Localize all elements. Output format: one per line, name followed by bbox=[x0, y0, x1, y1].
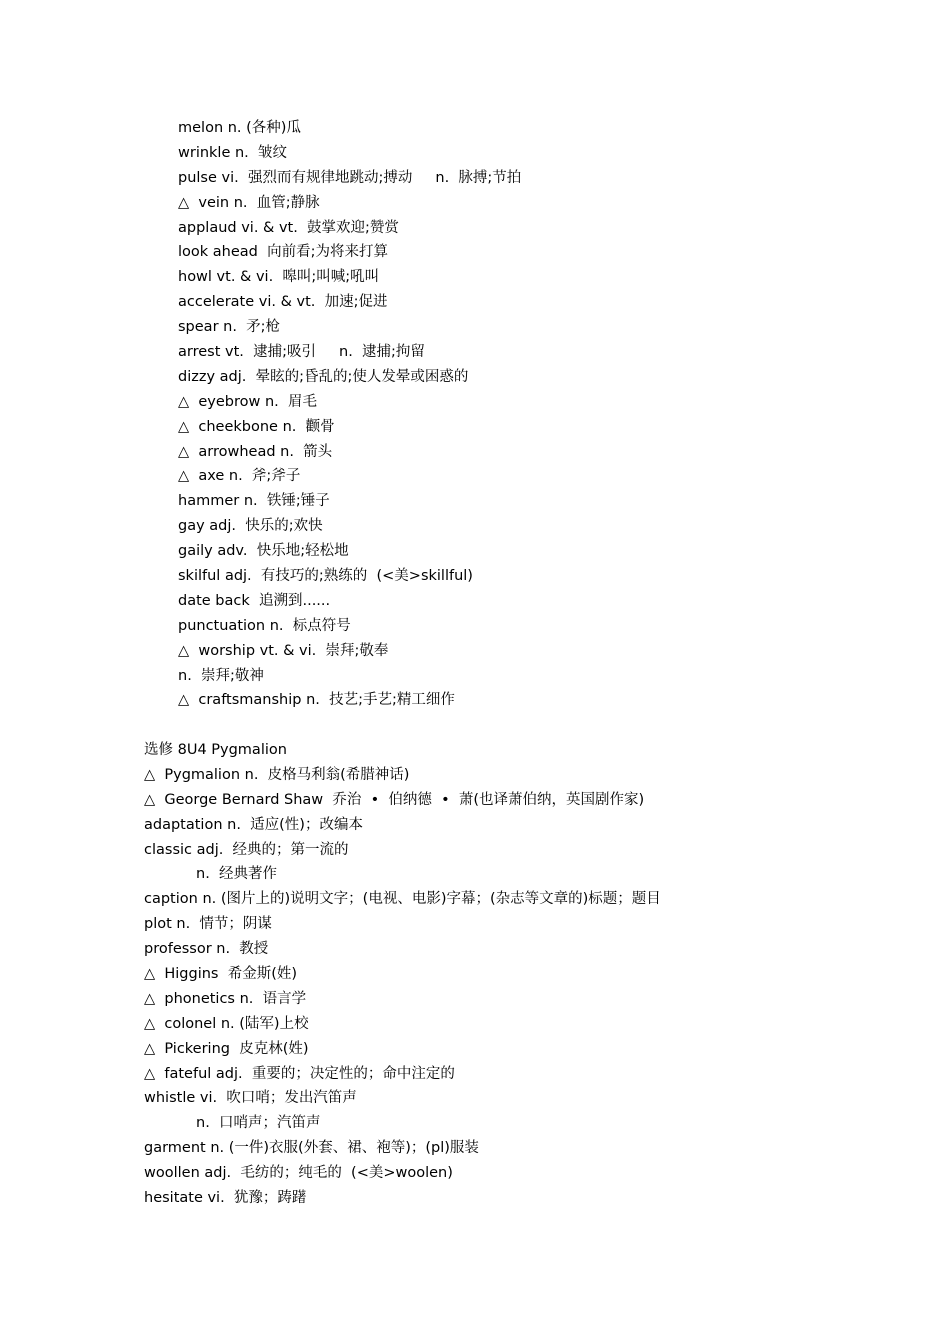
vocab-entry: woollen adj. 毛纺的；纯毛的 (<美>woolen) bbox=[144, 1165, 453, 1182]
vocab-entry: △ Higgins 希金斯(姓) bbox=[144, 966, 298, 983]
vocab-entry: applaud vi. & vt. 鼓掌欢迎;赞赏 bbox=[178, 219, 399, 236]
vocab-entry: look ahead 向前看;为将来打算 bbox=[178, 244, 388, 261]
vocab-entry: garment n. (一件)衣服(外套、裙、袍等)；(pl)服装 bbox=[144, 1140, 479, 1157]
vocabulary-list-section-1 bbox=[178, 116, 521, 713]
vocab-entry: pulse vi. 强烈而有规律地跳动;搏动 n. 脉搏;节拍 bbox=[178, 169, 522, 186]
vocab-entry: △ craftsmanship n. 技艺;手艺;精工细作 bbox=[178, 692, 455, 709]
vocab-entry: hammer n. 铁锤;锤子 bbox=[178, 493, 330, 510]
vocab-entry: △ phonetics n. 语言学 bbox=[144, 990, 307, 1007]
vocab-entry: △ arrowhead n. 箭头 bbox=[178, 443, 333, 460]
vocab-entry: dizzy adj. 晕眩的;昏乱的;使人发晕或困惑的 bbox=[178, 368, 469, 385]
vocab-entry: date back 追溯到...... bbox=[178, 592, 331, 609]
section-heading: 选修 8U4 Pygmalion bbox=[144, 742, 287, 758]
vocab-entry: △ axe n. 斧;斧子 bbox=[178, 468, 301, 485]
vocab-entry: △ vein n. 血管;静脉 bbox=[178, 194, 320, 211]
vocab-entry: punctuation n. 标点符号 bbox=[178, 617, 351, 634]
vocab-entry: adaptation n. 适应(性)；改编本 bbox=[144, 816, 363, 833]
vocab-entry: skilful adj. 有技巧的;熟练的 (<美>skillful) bbox=[178, 568, 473, 585]
vocab-entry: howl vt. & vi. 嗥叫;叫喊;吼叫 bbox=[178, 269, 380, 286]
vocab-entry-sense: n. 口哨声；汽笛声 bbox=[196, 1115, 321, 1132]
vocab-entry: professor n. 教授 bbox=[144, 941, 269, 958]
vocab-entry: accelerate vi. & vt. 加速;促进 bbox=[178, 294, 388, 311]
vocab-entry: △ Pygmalion n. 皮格马利翁(希腊神话) bbox=[144, 766, 410, 783]
vocab-entry: arrest vt. 逮捕;吸引 n. 逮捕;拘留 bbox=[178, 344, 425, 361]
vocab-entry: gay adj. 快乐的;欢快 bbox=[178, 518, 323, 535]
vocab-entry: classic adj. 经典的；第一流的 bbox=[144, 841, 349, 858]
vocab-entry: gaily adv. 快乐地;轻松地 bbox=[178, 543, 349, 560]
vocab-entry: △ cheekbone n. 颧骨 bbox=[178, 418, 335, 435]
vocab-entry: n. 崇拜;敬神 bbox=[178, 667, 264, 684]
vocab-entry: plot n. 情节；阴谋 bbox=[144, 916, 272, 933]
vocab-entry-sense: n. 经典著作 bbox=[196, 866, 278, 883]
vocab-entry: △ Pickering 皮克林(姓) bbox=[144, 1040, 309, 1057]
vocab-entry: melon n. (各种)瓜 bbox=[178, 120, 301, 136]
vocab-entry: △ eyebrow n. 眉毛 bbox=[178, 393, 317, 410]
vocab-entry: △ colonel n. (陆军)上校 bbox=[144, 1015, 309, 1032]
vocab-entry: whistle vi. 吹口哨；发出汽笛声 bbox=[144, 1090, 357, 1107]
vocab-entry: △ fateful adj. 重要的；决定性的；命中注定的 bbox=[144, 1065, 455, 1082]
vocab-entry: △ George Bernard Shaw 乔治 • 伯纳德 • 萧(也译萧伯纳，英国剧作家) bbox=[144, 791, 645, 808]
vocab-entry: caption n. (图片上的)说明文字；(电视、电影)字幕；(杂志等文章的)标题；题目 bbox=[144, 891, 661, 908]
vocab-entry: hesitate vi. 犹豫；踌躇 bbox=[144, 1190, 307, 1207]
vocab-entry: spear n. 矛;枪 bbox=[178, 319, 281, 336]
vocabulary-list-section-2 bbox=[144, 738, 661, 1211]
vocab-entry: wrinkle n. 皱纹 bbox=[178, 144, 288, 161]
vocab-entry: △ worship vt. & vi. 崇拜;敬奉 bbox=[178, 642, 389, 659]
